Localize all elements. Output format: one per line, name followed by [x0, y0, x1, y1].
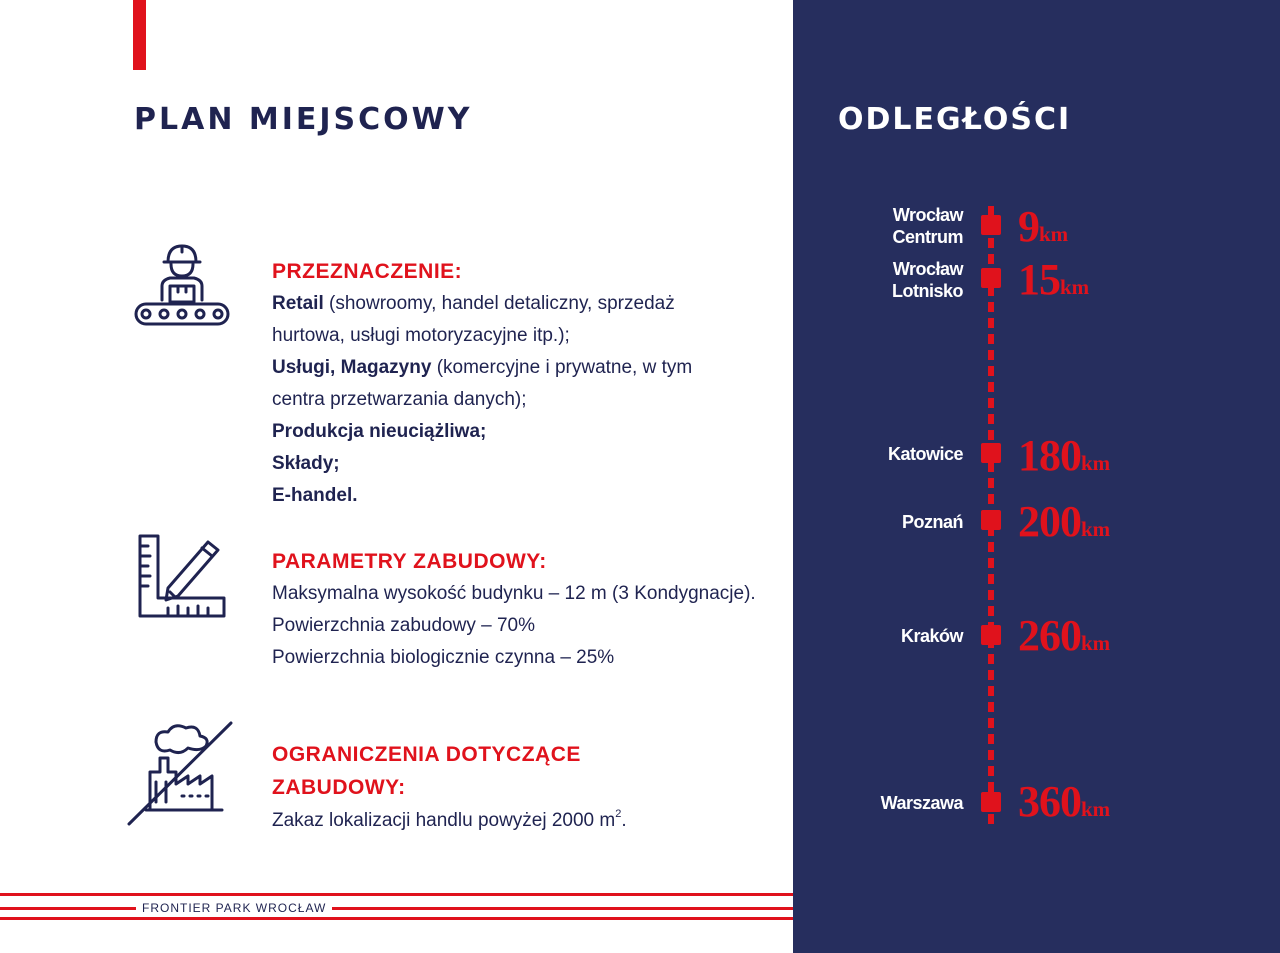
section-title-ograniczenia-line-1: OGRANICZENIA DOTYCZĄCE — [272, 743, 581, 766]
ograniczenia-line-1: Zakaz lokalizacji handlu powyżej 2000 $m^2$. — [272, 808, 627, 831]
section-body-przeznaczenie — [272, 288, 692, 512]
distance-value: 180km — [1018, 431, 1111, 480]
footer-stripe-1 — [0, 893, 793, 896]
city-label: Wrocław Lotnisko — [892, 259, 963, 301]
city-label: Wrocław Centrum — [892, 205, 963, 247]
ruler-pencil-icon — [136, 532, 228, 622]
worker-conveyor-icon — [132, 240, 232, 332]
city-label: Katowice — [887, 444, 963, 464]
przeznaczenie-line-2: hurtowa, usługi motoryzacyjne itp.); — [272, 325, 570, 346]
section-body-ograniczenia — [272, 805, 627, 837]
parametry-line-2: Powierzchnia zabudowy – 70% — [272, 615, 535, 636]
distance-value: 360km — [1018, 777, 1111, 826]
page-title: PLAN MIEJSCOWY — [134, 102, 473, 137]
city-label: Poznań — [901, 512, 963, 532]
distance-marker — [981, 510, 1001, 530]
footer-stripe-3 — [0, 917, 793, 920]
parametry-line-1: Maksymalna wysokość budynku – 12 m (3 Kondygnacje). — [272, 583, 756, 604]
przeznaczenie-line-3: Usługi, Magazyny (komercyjne i prywatne, w tym — [272, 357, 693, 378]
distance-marker — [981, 792, 1001, 812]
city-label: Kraków — [900, 626, 963, 646]
przeznaczenie-line-5: Produkcja nieuciążliwa; — [272, 421, 487, 442]
footer-stripe-2 — [0, 907, 793, 910]
section-body-parametry — [272, 578, 756, 674]
przeznaczenie-line-6: Składy; — [272, 453, 340, 474]
no-factory-icon — [126, 720, 236, 828]
distance-marker — [981, 215, 1001, 235]
distance-marker — [981, 625, 1001, 645]
przeznaczenie-line-7: E-handel. — [272, 485, 358, 506]
distance-value: 9km — [1018, 202, 1069, 251]
przeznaczenie-line-4: centra przetwarzania danych); — [272, 389, 527, 410]
distance-marker — [981, 443, 1001, 463]
distance-value: 15km — [1018, 255, 1090, 304]
city-label: Warszawa — [880, 793, 963, 813]
distance-value: 260km — [1018, 611, 1111, 660]
distance-value: 200km — [1018, 497, 1111, 546]
distances-title: ODLEGŁOŚCI — [838, 102, 1072, 137]
distance-marker — [981, 268, 1001, 288]
section-title-ograniczenia-line-2: ZABUDOWY: — [272, 776, 406, 799]
section-title-parametry: PARAMETRY ZABUDOWY: — [272, 550, 547, 573]
section-title-przeznaczenie: PRZEZNACZENIE: — [272, 260, 463, 283]
accent-bar — [133, 0, 146, 70]
parametry-line-3: Powierzchnia biologicznie czynna – 25% — [272, 647, 615, 668]
przeznaczenie-line-1: Retail (showroomy, handel detaliczny, sprzedaż — [272, 293, 675, 314]
footer-brand: FRONTIER PARK WROCŁAW — [136, 900, 332, 917]
